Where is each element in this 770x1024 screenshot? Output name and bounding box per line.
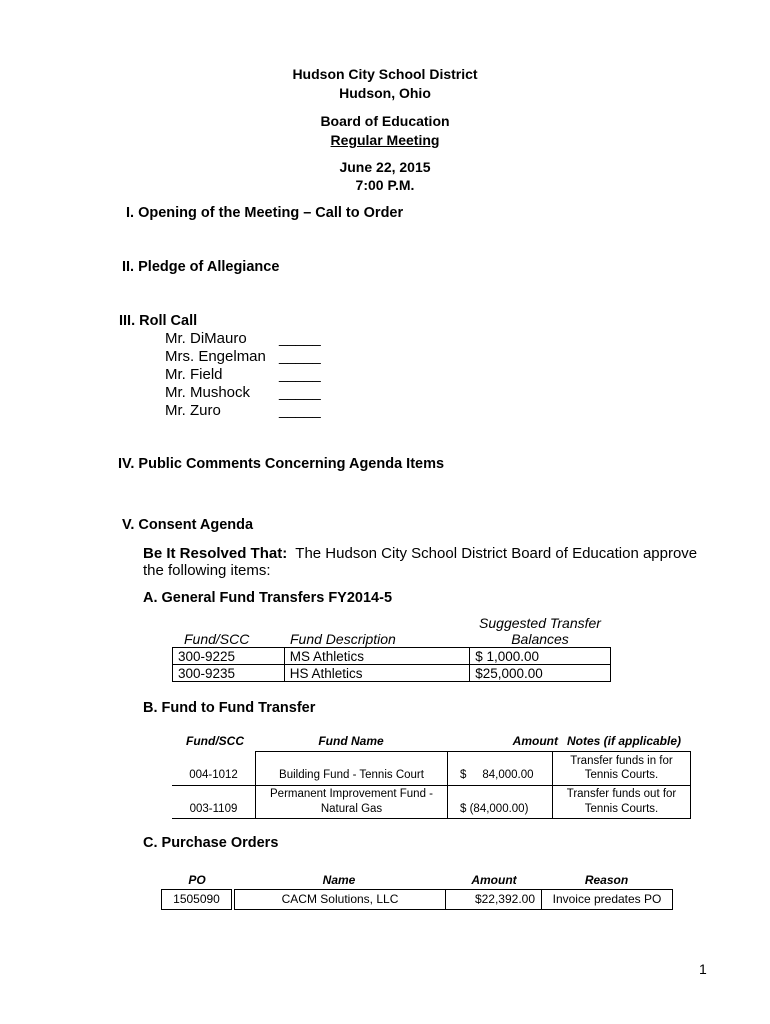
section-c-title: C. Purchase Orders [143,835,279,851]
section-c-col-po: PO [188,873,206,887]
section-a-col-amount-2: Balances [511,631,569,647]
page-number: 1 [699,961,707,977]
table-b-rule [255,751,690,752]
amount-cell: $25,000.00 [470,665,611,682]
board-title: Board of Education [320,113,450,129]
section-a-title: A. General Fund Transfers FY2014-5 [143,590,393,606]
meeting-type [0,132,770,148]
section-b-col-notes: Notes (if applicable) [566,734,682,748]
section-a-table [172,647,611,682]
table-b-rule [690,751,691,819]
note-cell: Tennis Courts. [584,769,659,781]
table-b-rule [172,818,690,819]
desc-cell: MS Athletics [284,648,470,665]
po-reason-cell: Invoice predates PO [552,892,662,906]
fund-name-cell: Permanent Improvement Fund - [270,788,433,800]
roll-call-blank: _____ [279,402,321,419]
resolution-line [143,545,697,562]
meeting-type-text: Regular Meeting [330,132,440,148]
roll-call-blanks [279,330,321,420]
roll-call-name: Mr. Zuro [165,402,221,419]
district-name: Hudson City School District [292,66,478,82]
meeting-date: June 22, 2015 [339,159,431,175]
fund-name-cell: Building Fund - Tennis Court [279,769,424,781]
resolved-label: Be It Resolved That: [143,545,288,562]
meeting-time: 7:00 P.M. [355,177,415,193]
roll-call-name: Mr. Field [165,366,223,383]
section-a-col-amount-1: Suggested Transfer [479,615,601,631]
section-b-col-amount: Amount [512,734,558,748]
section-c-col-amount: Amount [471,873,517,887]
section-public-comments: IV. Public Comments Concerning Agenda Items [118,456,445,472]
resolution-line-2: the following items: [143,562,271,579]
fund-cell: 300-9235 [173,665,285,682]
amount-cell: $ (84,000.00) [460,803,529,815]
roll-call-blank: _____ [279,348,321,365]
amount-cell: $ 84,000.00 [460,769,534,781]
roll-call-blank: _____ [279,366,321,383]
section-opening: I. Opening of the Meeting – Call to Order [126,205,404,221]
section-a-col-desc: Fund Description [290,631,396,647]
section-c-col-reason: Reason [584,873,629,887]
po-name-cell: CACM Solutions, LLC [281,892,399,906]
table-row [173,665,611,682]
resolved-text: The Hudson City School District Board of Education approve [295,545,698,562]
roll-call-names [165,330,266,420]
section-roll-call: III. Roll Call [119,313,198,329]
section-pledge: II. Pledge of Allegiance [122,259,280,275]
section-c-col-name: Name [322,873,356,887]
fund-cell: 003-1109 [189,803,238,815]
section-b-col-name: Fund Name [318,734,384,748]
roll-call-name: Mr. DiMauro [165,330,247,347]
po-amount-cell: $22,392.00 [474,892,535,906]
po-cell: 1505090 [173,892,220,906]
amount-cell: $ 1,000.00 [470,648,611,665]
note-cell: Tennis Courts. [584,803,659,815]
fund-cell: 004-1012 [189,769,238,781]
table-b-rule [172,785,690,786]
district-location: Hudson, Ohio [339,85,431,101]
roll-call-blank: _____ [279,330,321,347]
section-consent-agenda: V. Consent Agenda [122,517,254,533]
section-a-col-fund: Fund/SCC [184,631,250,647]
section-b-col-fund: Fund/SCC [186,734,244,748]
roll-call-blank: _____ [279,384,321,401]
roll-call-name: Mr. Mushock [165,384,251,401]
fund-name-cell: Natural Gas [320,803,383,815]
section-b-title: B. Fund to Fund Transfer [143,700,316,716]
desc-cell: HS Athletics [284,665,470,682]
fund-cell: 300-9225 [173,648,285,665]
note-cell: Transfer funds out for [566,788,677,800]
table-row [173,648,611,665]
note-cell: Transfer funds in for [570,755,673,767]
roll-call-name: Mrs. Engelman [165,348,266,365]
